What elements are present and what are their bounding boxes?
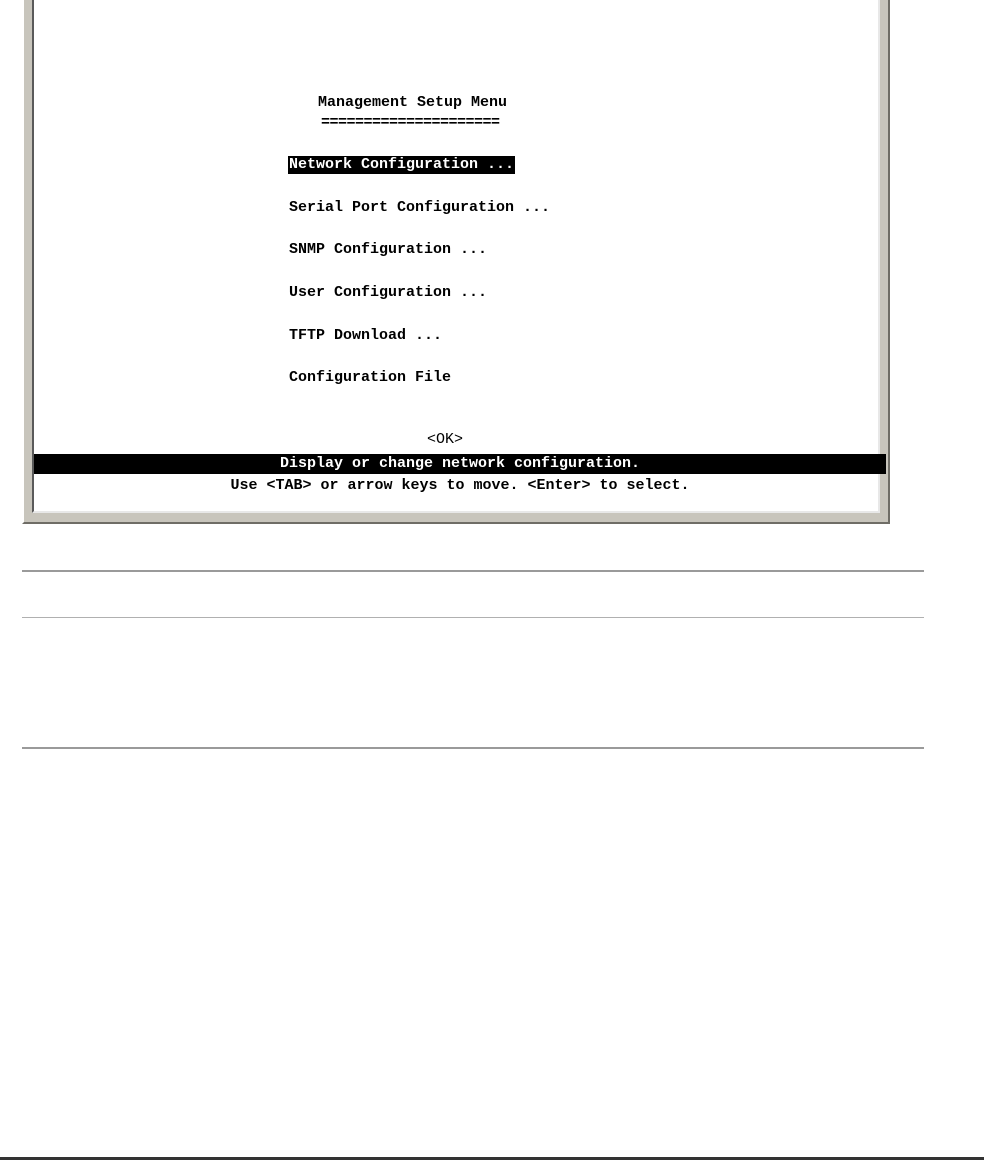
menu-title-underline: =====================: [321, 114, 500, 131]
status-message: Display or change network configuration.: [279, 455, 641, 472]
ok-button[interactable]: <OK>: [427, 431, 464, 448]
menu-item-user-configuration[interactable]: User Configuration ...: [289, 284, 488, 301]
divider: [22, 570, 924, 572]
divider: [22, 617, 924, 618]
menu-item-configuration-file[interactable]: Configuration File: [289, 369, 452, 386]
terminal-screen: [32, 0, 880, 513]
menu-title: Management Setup Menu: [318, 94, 508, 111]
divider: [22, 747, 924, 749]
help-message: Use <TAB> or arrow keys to move. <Enter> to select.: [230, 477, 690, 494]
menu-item-tftp-download[interactable]: TFTP Download ...: [289, 327, 443, 344]
menu-item-serial-port-configuration[interactable]: Serial Port Configuration ...: [289, 199, 551, 216]
status-bar: [34, 454, 886, 474]
menu-item-network-configuration[interactable]: Network Configuration ...: [289, 156, 515, 173]
terminal-window: [22, 0, 890, 524]
page-bottom-rule: [0, 1157, 984, 1160]
menu-item-snmp-configuration[interactable]: SNMP Configuration ...: [289, 241, 488, 258]
